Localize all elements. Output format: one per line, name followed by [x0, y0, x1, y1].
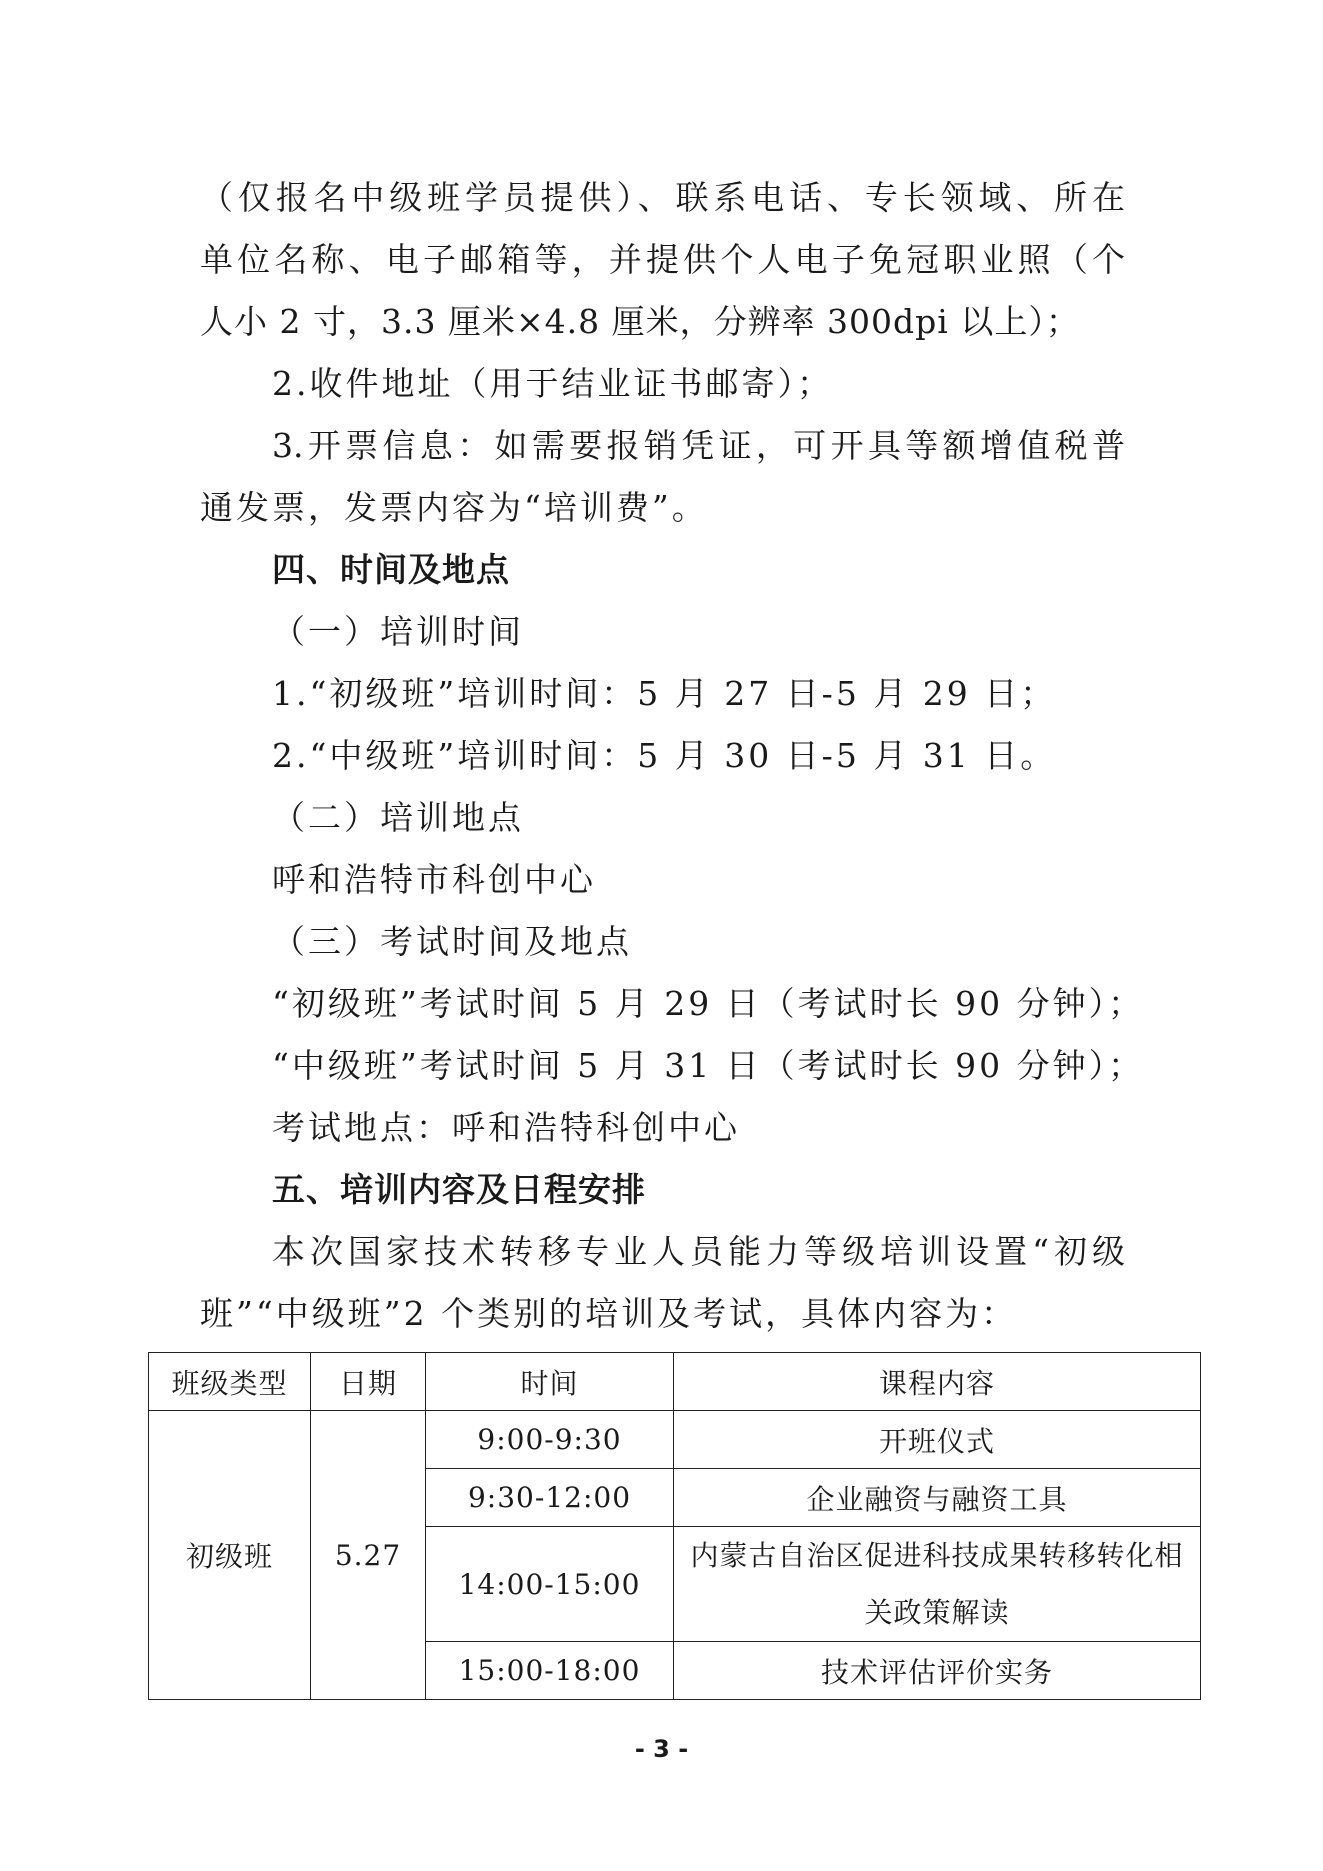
content-cell: 开班仪式	[674, 1411, 1201, 1469]
content-cell: 企业融资与融资工具	[674, 1469, 1201, 1527]
subsection-heading: （一）培训时间	[272, 612, 524, 651]
table-row	[149, 1411, 1201, 1469]
list-item: “中级班”考试时间 5 月 31 日（考试时长 90 分钟）；	[272, 1046, 1145, 1085]
list-item: 1.“初级班”培训时间：5 月 27 日-5 月 29 日；	[272, 674, 1057, 713]
paragraph-line: 2.收件地址（用于结业证书邮寄）；	[272, 364, 833, 403]
schedule-table	[148, 1352, 1201, 1700]
time-cell: 9:00-9:30	[426, 1411, 674, 1469]
header-date: 日期	[311, 1353, 426, 1411]
header-time: 时间	[426, 1353, 674, 1411]
paragraph-line: 通发票，发票内容为“培训费”。	[200, 488, 708, 527]
paragraph-line: （仅报名中级班学员提供）、联系电话、专长领域、所在	[200, 178, 1125, 217]
time-cell: 14:00-15:00	[426, 1527, 674, 1642]
header-content: 课程内容	[674, 1353, 1201, 1411]
date-cell: 5.27	[311, 1411, 426, 1700]
paragraph-line: 3.开票信息：如需要报销凭证，可开具等额增值税普	[272, 426, 1125, 465]
page-number: - 3 -	[634, 1735, 689, 1763]
header-class-type: 班级类型	[149, 1353, 311, 1411]
list-item: “初级班”考试时间 5 月 29 日（考试时长 90 分钟）；	[272, 984, 1145, 1023]
subsection-heading: （三）考试时间及地点	[272, 922, 632, 961]
time-cell: 15:00-18:00	[426, 1642, 674, 1700]
table-header-row	[149, 1353, 1201, 1411]
paragraph-line: 呼和浩特市科创中心	[272, 860, 596, 899]
list-item: 考试地点：呼和浩特科创中心	[272, 1108, 740, 1147]
section-heading: 四、时间及地点	[272, 550, 510, 589]
paragraph-line: 单位名称、电子邮箱等，并提供个人电子免冠职业照（个	[200, 240, 1125, 279]
time-cell: 9:30-12:00	[426, 1469, 674, 1527]
list-item: 2.“中级班”培训时间：5 月 30 日-5 月 31 日。	[272, 736, 1057, 775]
content-cell: 内蒙古自治区促进科技成果转移转化相关政策解读	[674, 1527, 1201, 1642]
paragraph-line: 本次国家技术转移专业人员能力等级培训设置“初级	[272, 1232, 1125, 1271]
subsection-heading: （二）培训地点	[272, 798, 524, 837]
content-cell: 技术评估评价实务	[674, 1642, 1201, 1700]
section-heading: 五、培训内容及日程安排	[272, 1170, 646, 1209]
class-type-cell: 初级班	[149, 1411, 311, 1700]
paragraph-line: 人小 2 寸，3.3 厘米×4.8 厘米，分辨率 300dpi 以上）；	[200, 302, 1080, 341]
paragraph-line: 班”“中级班”2 个类别的培训及考试，具体内容为：	[200, 1294, 1018, 1333]
